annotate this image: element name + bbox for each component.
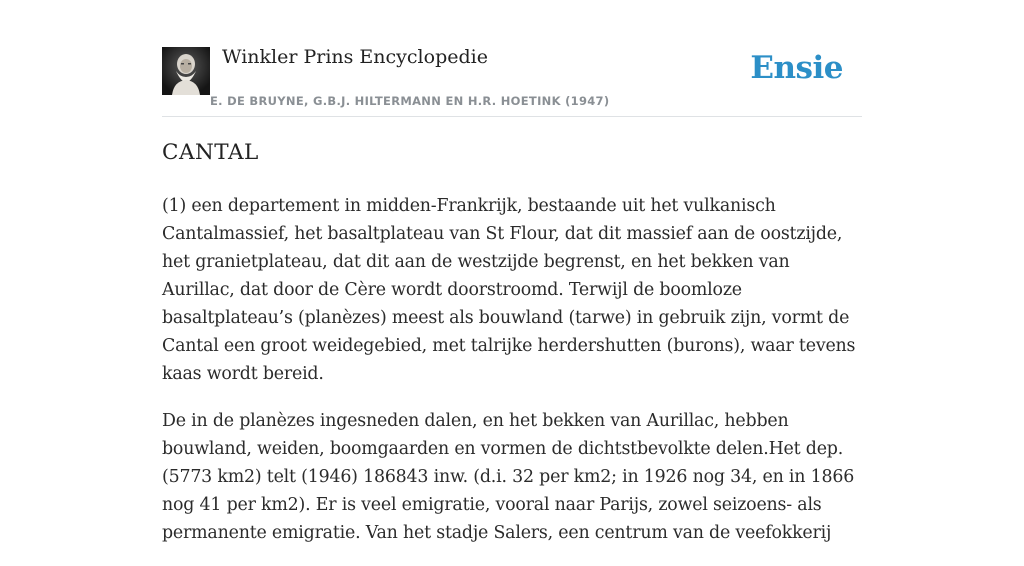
brand-logo[interactable]: Ensie [750,50,843,86]
author-portrait-icon [162,47,210,95]
article-paragraph: (1) een departement in midden-Frankrijk, bestaande uit het vulkanisch Cantalmassief, het basaltplateau van St Flour, dat dit massief aan de oostzijde, het granietplateau, dat dit aan de westzijde begrenst, en het bekken van Aurillac, dat door de Cère wordt doorstroomd. Terwijl de boomloze basaltplateau’s (planèzes) meest als bouwland (tarwe) in gebruik zijn, vormt de Cantal een groot weidegebied, met talrijke herdershutten (burons), waar tevens kaas wordt bereid. [162,196,856,384]
source-title[interactable]: Winkler Prins Encyclopedie [222,46,488,68]
header [162,44,862,117]
article-paragraph: De in de planèzes ingesneden dalen, en het bekken van Aurillac, hebben bouwland, weiden, boomgaarden en vormen de dichtstbevolkte delen.Het dep. (5773 km2) telt (1946) 186843 inw. (d.i. 32 per km2; in 1926 nog 34, en in 1866 nog 41 per km2). Er is veel emigratie, vooral naar Parijs, zowel seizoens- als permanente emigratie. Van het stadje Salers, een centrum van de veefokkerij [162,411,855,543]
authors-line: E. DE BRUYNE, G.B.J. HILTERMANN EN H.R. HOETINK (1947) [210,94,610,108]
article-title: CANTAL [162,140,259,165]
article-body [162,192,862,566]
